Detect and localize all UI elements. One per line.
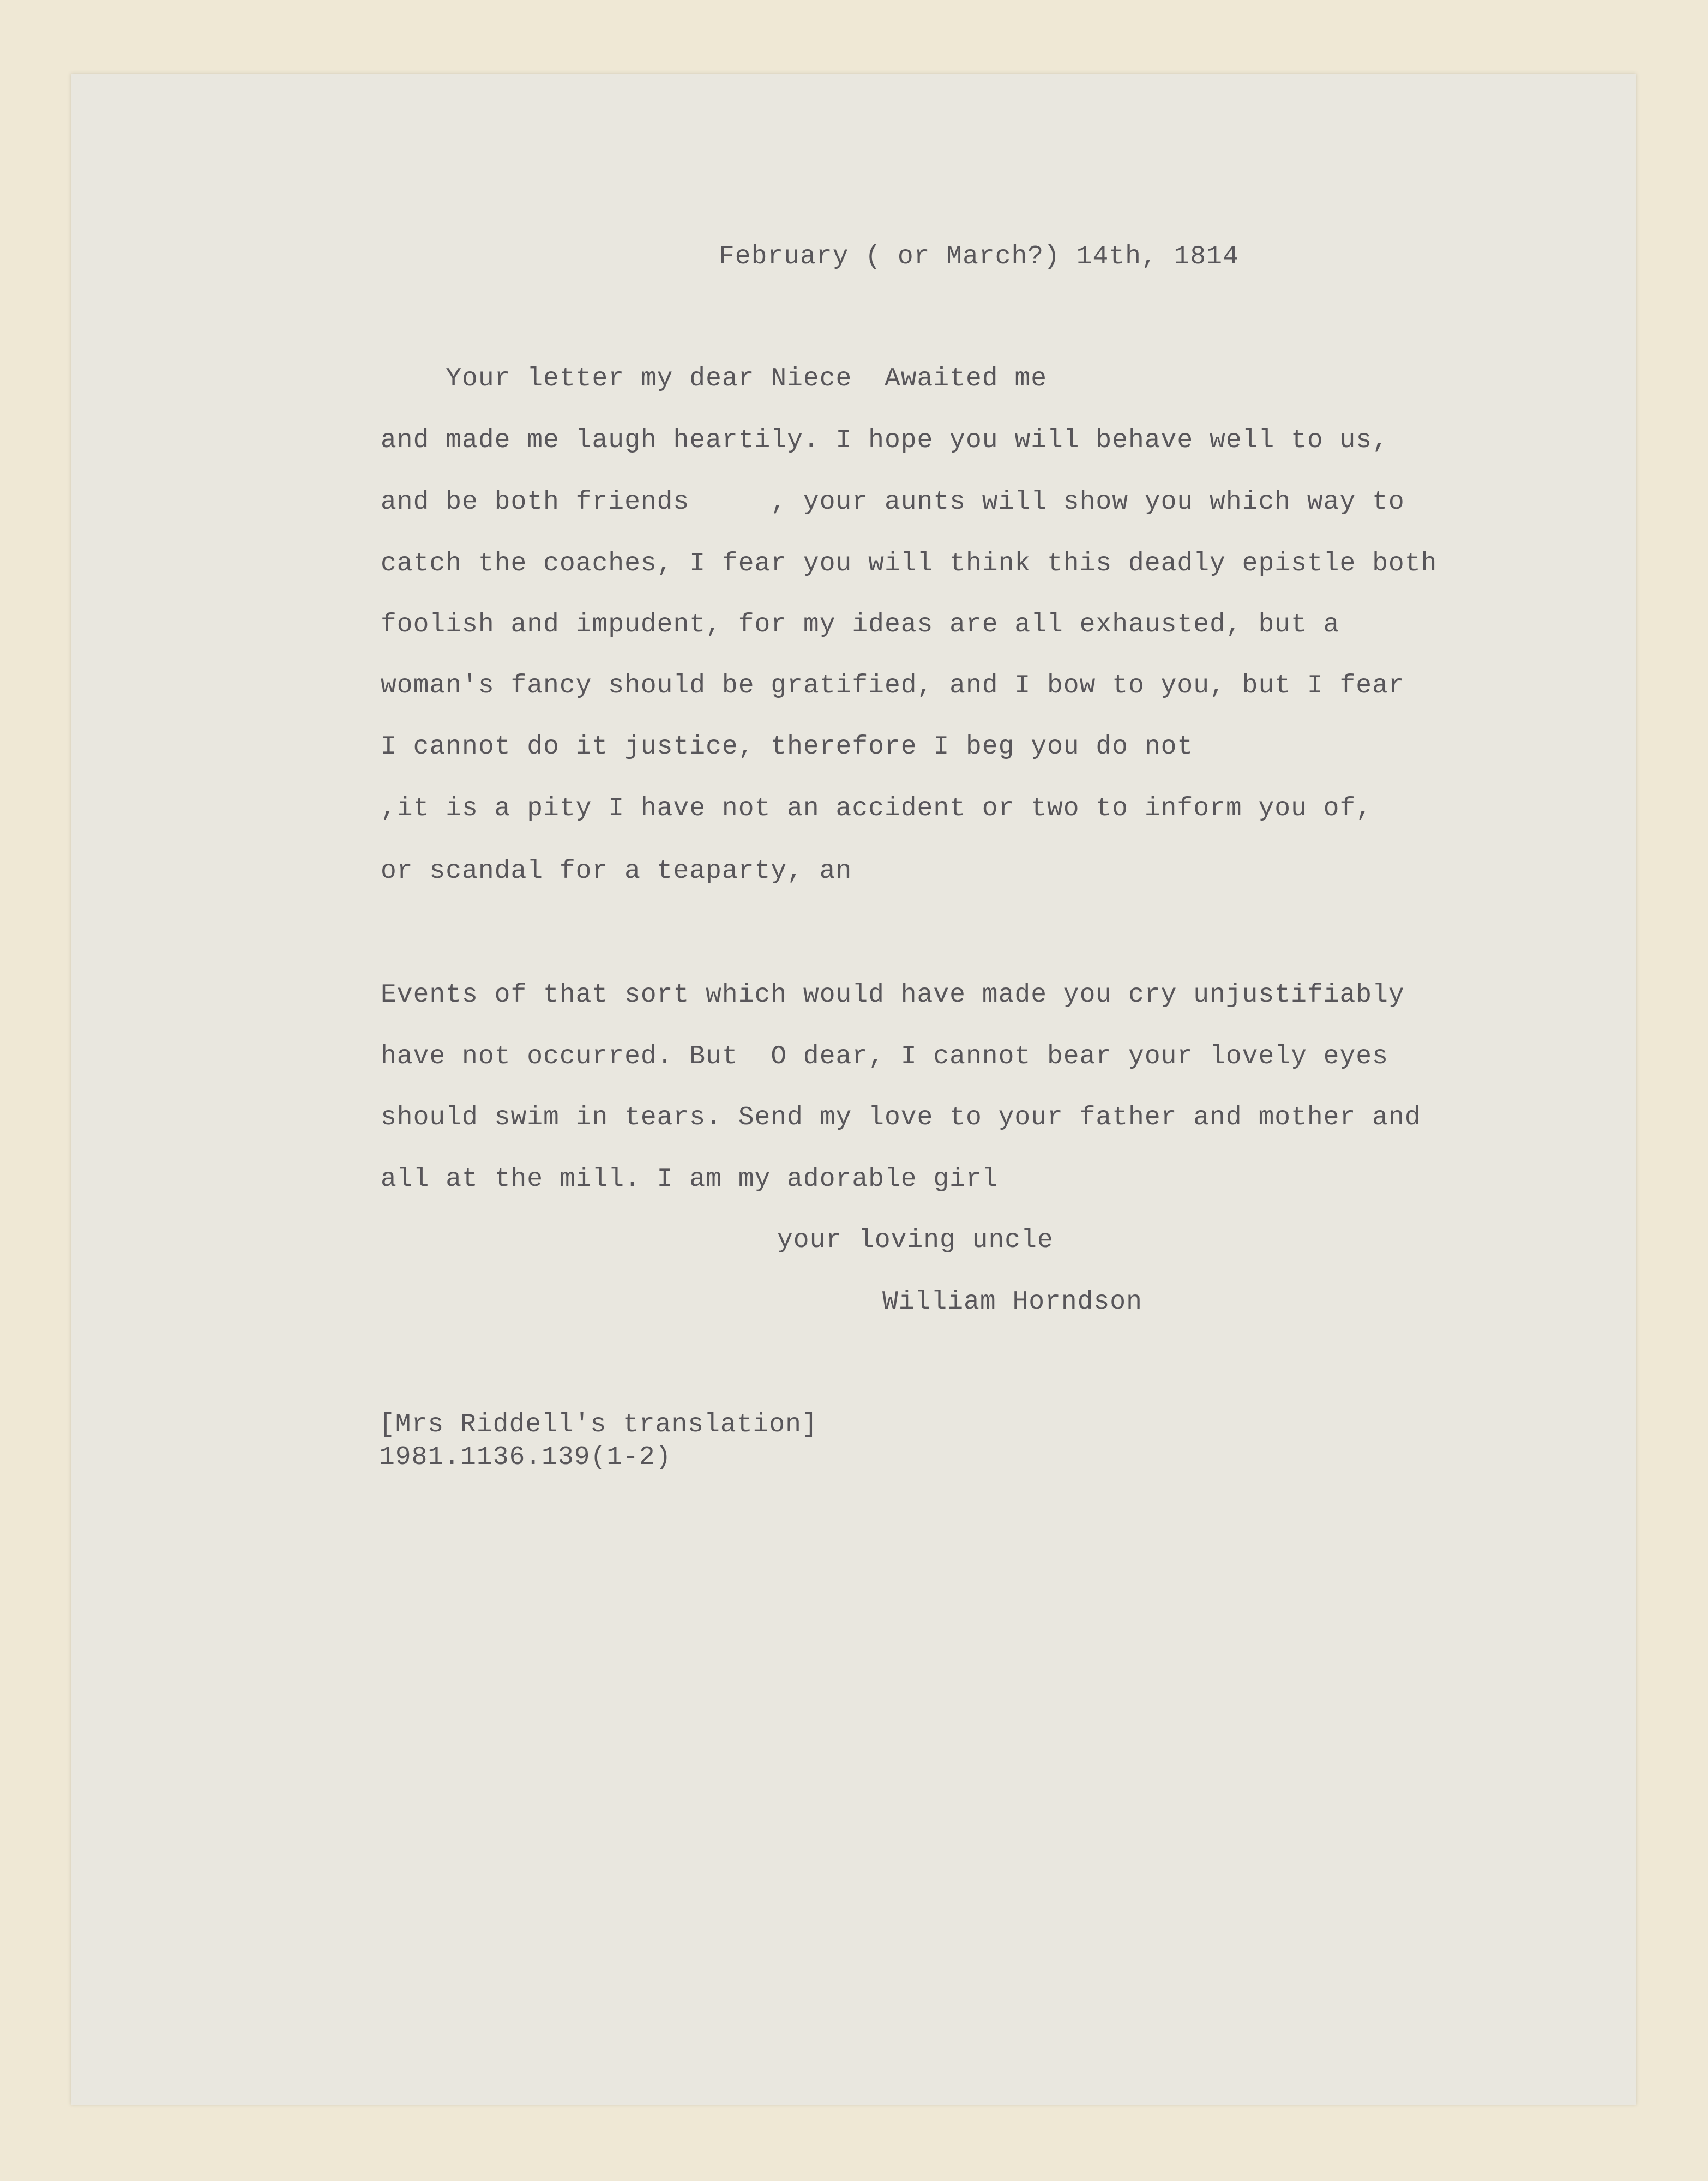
letter-line-13: all at the mill. I am my adorable girl xyxy=(381,1165,999,1194)
letter-line-1: Your letter my dear Niece Awaited me xyxy=(381,364,1047,394)
letter-closing: your loving uncle xyxy=(777,1226,1054,1255)
letter-line-3: and be both friends , your aunts will show you which way to xyxy=(381,487,1405,517)
letter-line-7: I cannot do it justice, therefore I beg you do not xyxy=(381,732,1194,762)
letter-date: February ( or March?) 14th, 1814 xyxy=(719,242,1239,272)
letter-line-6: woman's fancy should be gratified, and I bow to you, but I fear xyxy=(381,671,1405,701)
letter-line-12: should swim in tears. Send my love to your father and mother and xyxy=(381,1103,1421,1132)
letter-line-10: Events of that sort which would have made you cry unjustifiably xyxy=(381,980,1405,1010)
letter-line-8: ,it is a pity I have not an accident or two to inform you of, xyxy=(381,794,1373,823)
accession-number: 1981.1136.139(1-2) xyxy=(379,1443,672,1472)
translation-note: [Mrs Riddell's translation] xyxy=(379,1410,818,1439)
letter-line-11: have not occurred. But O dear, I cannot bear your lovely eyes xyxy=(381,1042,1388,1071)
letter-line-5: foolish and impudent, for my ideas are all exhausted, but a xyxy=(381,610,1340,640)
letter-signature: William Horndson xyxy=(882,1287,1142,1317)
letter-line-9: or scandal for a teaparty, an xyxy=(381,857,852,886)
letter-line-2: and made me laugh heartily. I hope you will behave well to us, xyxy=(381,426,1388,455)
letter-line-4: catch the coaches, I fear you will think this deadly epistle both xyxy=(381,549,1438,579)
